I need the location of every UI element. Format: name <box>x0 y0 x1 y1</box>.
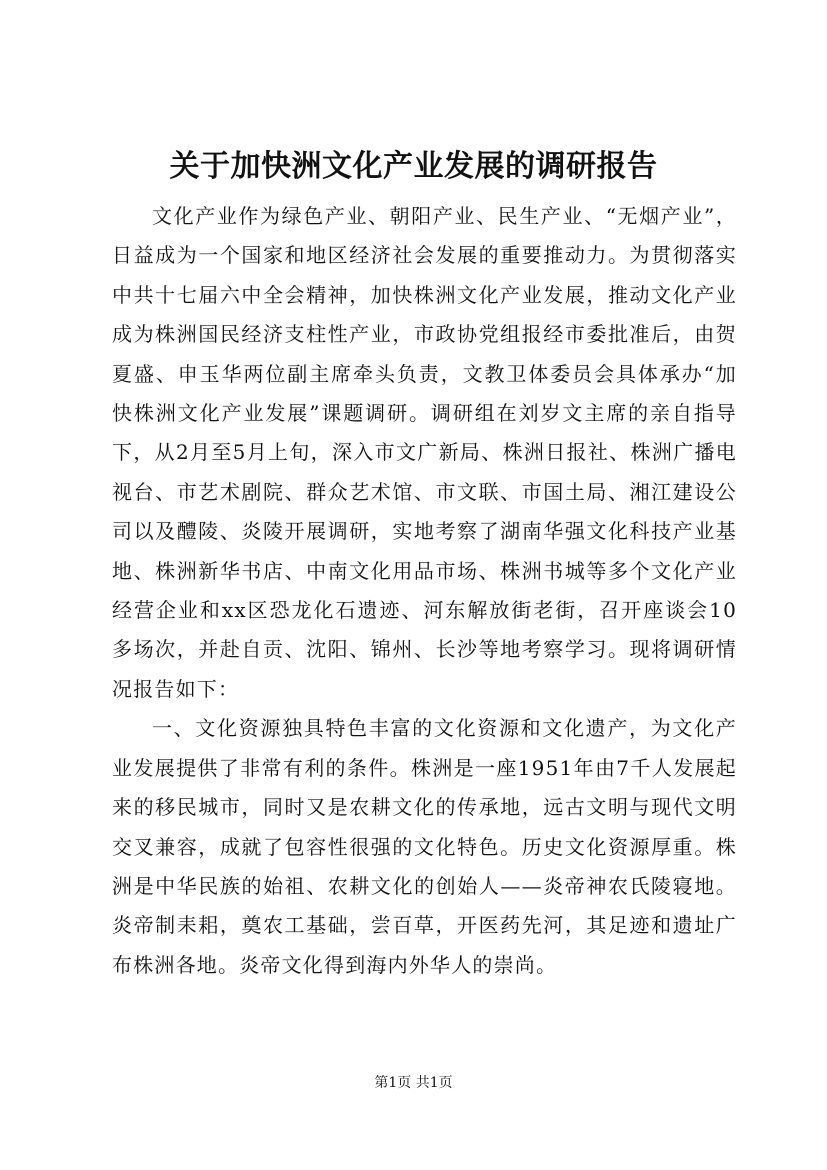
document-title: 关于加快洲文化产业发展的调研报告 <box>169 149 658 184</box>
document-body <box>112 197 737 985</box>
paragraph-intro: 文化产业作为绿色产业、朝阳产业、民生产业、“无烟产业”，日益成为一个国家和地区经济社会发展的重要推动力。为贯彻落实中共十七届六中全会精神，加快株洲文化产业发展，推动文化产业成为株洲国民经济支柱性产业，市政协党组报经市委批准后，由贺夏盛、申玉华两位副主席牵头负责，文教卫体委员会具体承办“加快株洲文化产业发展”课题调研。调研组在刘岁文主席的亲自指导下，从2月至5月上旬，深入市文广新局、株洲日报社、株洲广播电视台、市艺术剧院、群众艺术馆、市文联、市国土局、湘江建设公司以及醴陵、炎陵开展调研，实地考察了湖南华强文化科技产业基地、株洲新华书店、中南文化用品市场、株洲书城等多个文化产业经营企业和xx区恐龙化石遗迹、河东解放街老街，召开座谈会10多场次，并赴自贡、沈阳、锦州、长沙等地考察学习。现将调研情况报告如下： <box>112 204 737 701</box>
page-footer: 第1页 共1页 <box>374 1075 453 1091</box>
paragraph-section-1: 一、文化资源独具特色丰富的文化资源和文化遗产，为文化产业发展提供了非常有利的条件。株洲是一座1951年由7千人发展起来的移民城市，同时又是农耕文化的传承地，远古文明与现代文明交叉兼容，成就了包容性很强的文化特色。历史文化资源厚重。株洲是中华民族的始祖、农耕文化的创始人——炎帝神农氏陵寝地。炎帝制耒耜，奠农工基础，尝百草，开医药先河，其足迹和遗址广布株洲各地。炎帝文化得到海内外华人的崇尚。 <box>112 716 737 977</box>
